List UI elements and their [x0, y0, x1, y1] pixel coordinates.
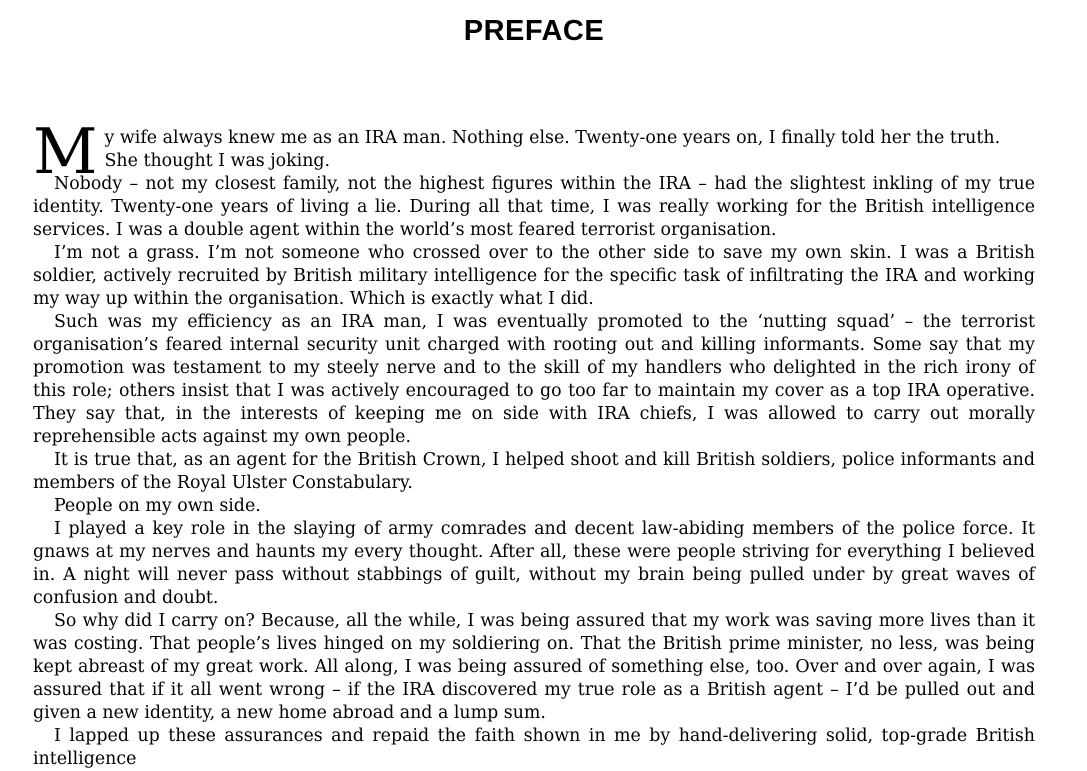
paragraph-nutting-squad: Such was my efficiency as an IRA man, I was eventually promoted to the ‘nutting squad’ – the terrorist organisation’s feared internal security unit charged with rooting out and killing informants. Some say that my promotion was testament to my steely nerve and to the skill of my handlers who delighted in the rich irony of this role; others insist that I was actively encouraged to go too far to maintain my cover as a top IRA operative. They say that, in the interests of keeping me on side with IRA chiefs, I was allowed to carry out morally reprehensible acts against my own people.: [33, 312, 1035, 447]
paragraph-nobody: Nobody – not my closest family, not the highest figures within the IRA – had the slightest inkling of my true identity. Twenty-one years of living a lie. During all that time, I was really working for the British intelligence services. I was a double agent within the world’s most feared terrorist organisation.: [33, 174, 1035, 240]
paragraph-people-own-side: People on my own side.: [54, 496, 261, 516]
paragraph-opening: [33, 115, 1035, 188]
paragraph-why-carry-on: So why did I carry on? Because, all the while, I was being assured that my work was saving more lives than it was costing. That people’s lives hinged on my soldiering on. That the British prime minister, no less, was being kept abreast of my great work. All along, I was being assured of something else, too. Over and over again, I was assured that if it all went wrong – if the IRA discovered my true role as a British agent – I’d be pulled out and given a new identity, a new home abroad and a lump sum.: [33, 611, 1035, 723]
paragraph-key-role: I played a key role in the slaying of army comrades and decent law-abiding members of the police force. It gnaws at my nerves and haunts my every thought. After all, these were people striving for everything I believed in. A night will never pass without stabbings of guilt, without my brain being pulled under by great waves of confusion and doubt.: [33, 519, 1035, 608]
opening-line-2: She thought I was joking.: [104, 151, 331, 171]
paragraph-british-crown: It is true that, as an agent for the British Crown, I helped shoot and kill British soldiers, police informants and members of the Royal Ulster Constabulary.: [33, 450, 1035, 493]
paragraph-clipped-last-line: I lapped up these assurances and repaid the faith shown in me by hand-delivering solid, top-grade British intelligence: [33, 726, 1035, 769]
paragraph-not-a-grass: I’m not a grass. I’m not someone who crossed over to the other side to save my own skin. I was a British soldier, actively recruited by British military intelligence for the specific task of infiltrating the IRA and working my way up within the organisation. Which is exactly what I did.: [33, 243, 1035, 309]
drop-cap: M: [33, 115, 98, 188]
page-title: PREFACE: [463, 15, 605, 47]
opening-line-1: y wife always knew me as an IRA man. Nothing else. Twenty-one years on, I finally told her the truth.: [104, 128, 1001, 148]
preface-body: [0, 115, 1087, 771]
